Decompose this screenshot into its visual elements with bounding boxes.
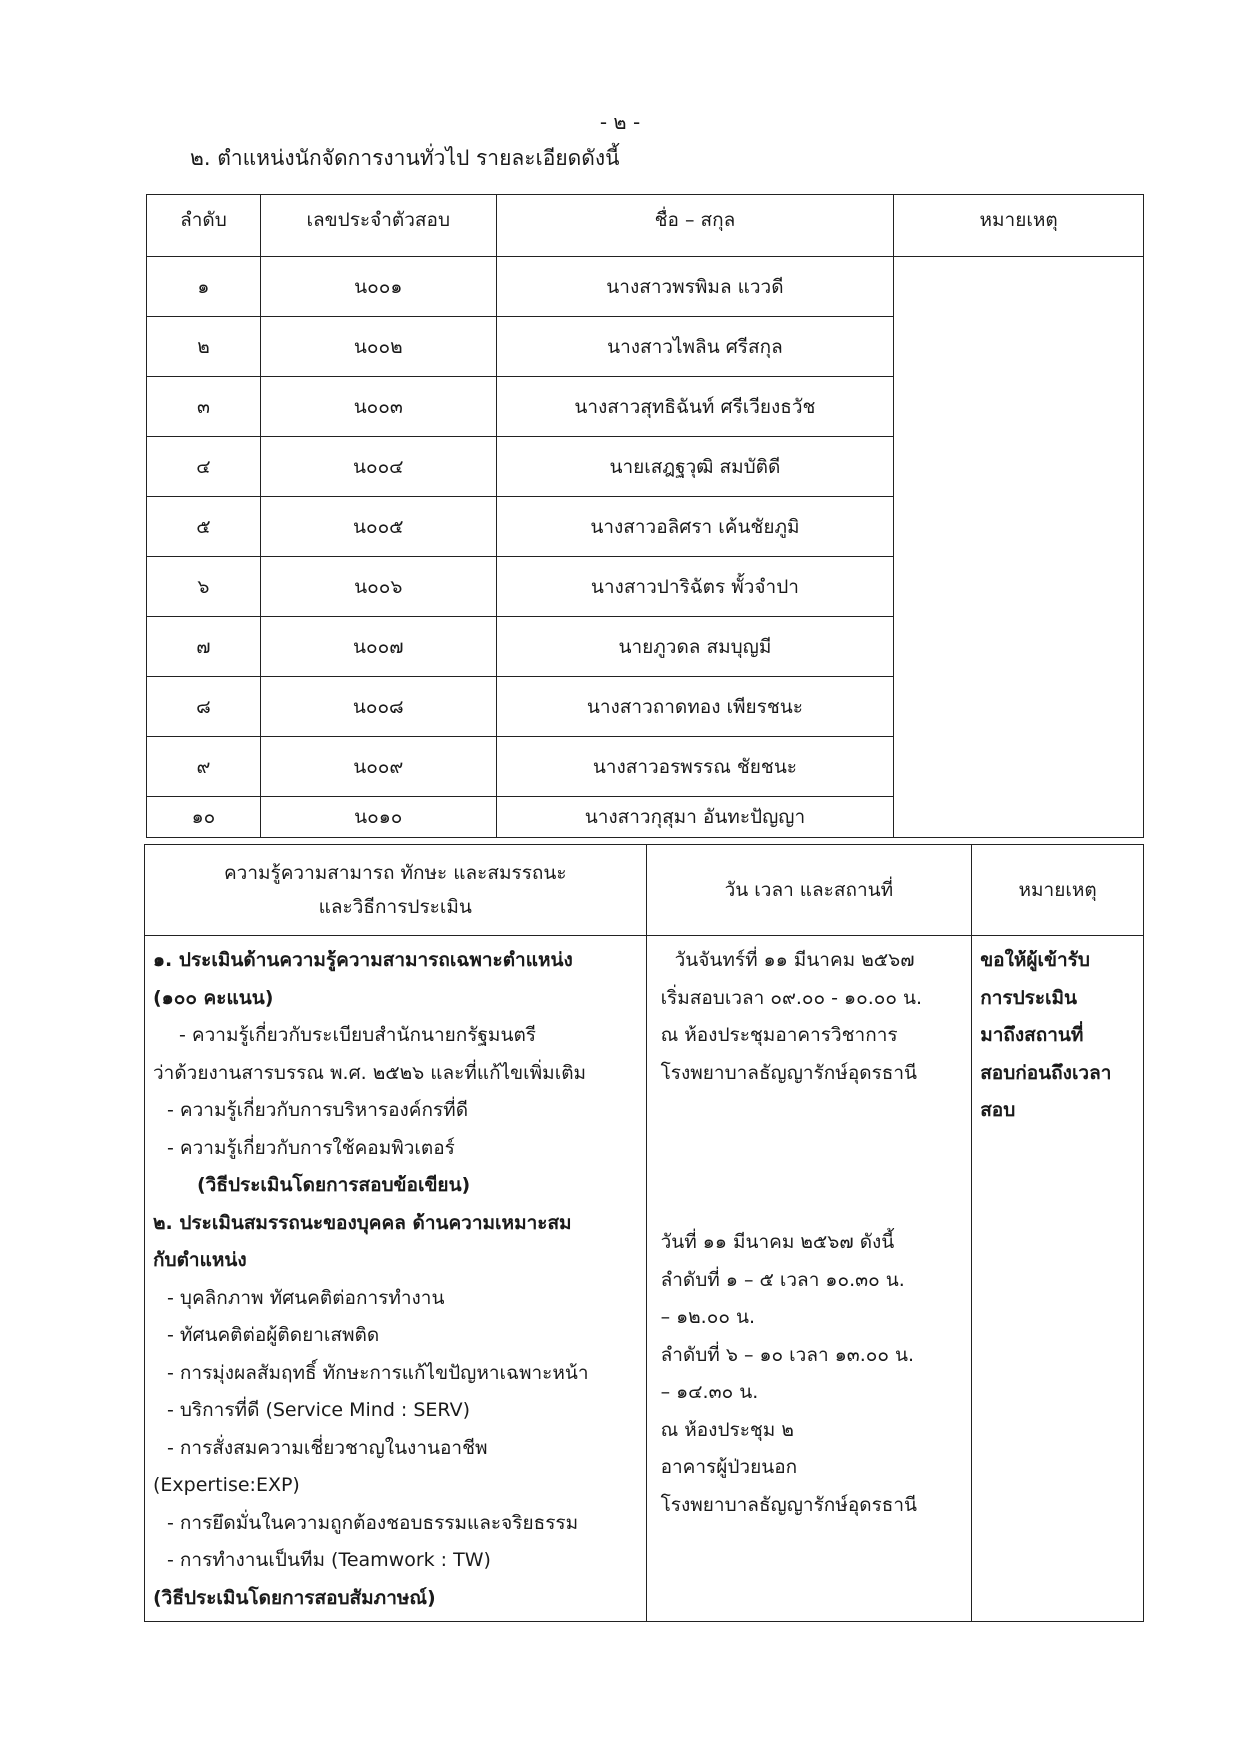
assessment-table — [144, 844, 1144, 1622]
remark-cell — [972, 936, 1144, 1622]
cell-exam-id: น๐๐๖ — [260, 557, 496, 617]
schedule1-hospital: โรงพยาบาลธัญญารักษ์อุดรธานี — [660, 1061, 918, 1084]
schedule2-slot1-end: – ๑๒.๐๐ น. — [660, 1306, 755, 1328]
section1-item: - ความรู้เกี่ยวกับการใช้คอมพิวเตอร์ — [167, 1136, 455, 1159]
section2-title: ๒. ประเมินสมรรถนะของบุคคล ด้านความเหมาะสม — [153, 1211, 572, 1234]
section1-title: ๑. ประเมินด้านความรู้ความสามารถเฉพาะตำแหน่ง — [153, 949, 573, 971]
assessment-table-header — [145, 845, 1144, 936]
schedule1-time: เริ่มสอบเวลา ๐๙.๐๐ - ๑๐.๐๐ น. — [660, 986, 923, 1009]
schedule1-date: วันจันทร์ที่ ๑๑ มีนาคม ๒๕๖๗ — [674, 949, 915, 971]
cell-exam-id: น๐๑๐ — [260, 797, 496, 838]
cell-full-name: นายภูวดล สมบุญมี — [496, 617, 894, 677]
section2-item: - การทำงานเป็นทีม (Teamwork : TW) — [167, 1549, 491, 1571]
cell-full-name: นางสาวถาดทอง เพียรชนะ — [496, 677, 894, 737]
section2-item: - บริการที่ดี (Service Mind : SERV) — [167, 1399, 471, 1421]
cell-order: ๕ — [147, 497, 261, 557]
cell-exam-id: น๐๐๔ — [260, 437, 496, 497]
candidate-table — [146, 194, 1144, 838]
assessment-row — [145, 936, 1144, 1622]
cell-full-name: นางสาวสุทธิฉันท์ ศรีเวียงธวัช — [496, 377, 894, 437]
cell-order: ๘ — [147, 677, 261, 737]
cell-order: ๗ — [147, 617, 261, 677]
schedule1-room: ณ ห้องประชุมอาคารวิชาการ — [660, 1024, 898, 1046]
cell-full-name: นางสาวพรพิมล แววดี — [496, 257, 894, 317]
page-number: - ๒ - — [599, 110, 641, 134]
cell-full-name: นางสาวไพลิน ศรีสกุล — [496, 317, 894, 377]
cell-order: ๑ — [147, 257, 261, 317]
cell-exam-id: น๐๐๘ — [260, 677, 496, 737]
cell-order: ๙ — [147, 737, 261, 797]
schedule2-room: ณ ห้องประชุม ๒ — [660, 1418, 794, 1441]
schedule2-slot2-end: – ๑๔.๓๐ น. — [660, 1381, 759, 1403]
section2-item: - การมุ่งผลสัมฤทธิ์ ทักษะการแก้ไขปัญหาเฉพาะหน้า — [167, 1361, 589, 1384]
section2-item: - การยึดมั่นในความถูกต้องชอบธรรมและจริยธรรม — [167, 1511, 579, 1534]
remark-line: สอบก่อนถึงเวลา — [980, 1061, 1112, 1084]
header-competency — [145, 845, 647, 936]
cell-full-name: นางสาวปาริฉัตร พั้วจำปา — [496, 557, 894, 617]
remark-line: สอบ — [980, 1099, 1016, 1121]
section-heading: ๒. ตำแหน่งนักจัดการงานทั่วไป รายละเอียดดังนี้ — [190, 146, 620, 170]
cell-exam-id: น๐๐๙ — [260, 737, 496, 797]
cell-exam-id: น๐๐๓ — [260, 377, 496, 437]
remark-line: การประเมิน — [980, 986, 1078, 1009]
cell-exam-id: น๐๐๒ — [260, 317, 496, 377]
header-remark: หมายเหตุ — [894, 195, 1144, 257]
cell-order: ๑๐ — [147, 797, 261, 838]
table-row — [147, 257, 1144, 317]
remark-line: มาถึงสถานที่ — [980, 1024, 1084, 1046]
schedule2-slot2: ลำดับที่ ๖ – ๑๐ เวลา ๑๓.๐๐ น. — [660, 1343, 915, 1366]
cell-full-name: นายเสฎฐวุฒิ สมบัติดี — [496, 437, 894, 497]
remark-line: ขอให้ผู้เข้ารับ — [980, 949, 1090, 971]
cell-order: ๓ — [147, 377, 261, 437]
cell-order: ๔ — [147, 437, 261, 497]
section1-item: - ความรู้เกี่ยวกับการบริหารองค์กรที่ดี — [167, 1099, 469, 1121]
cell-full-name: นางสาวอรพรรณ ชัยชนะ — [496, 737, 894, 797]
cell-order: ๒ — [147, 317, 261, 377]
header-competency-line2: และวิธีการประเมิน — [318, 896, 472, 918]
section2-item: - บุคลิกภาพ ทัศนคติต่อการทำงาน — [167, 1286, 445, 1309]
cell-order: ๖ — [147, 557, 261, 617]
section1-score: (๑๐๐ คะแนน) — [153, 986, 274, 1009]
cell-full-name: นางสาวอลิศรา เค้นชัยภูมิ — [496, 497, 894, 557]
section2-method: (วิธีประเมินโดยการสอบสัมภาษณ์) — [153, 1586, 436, 1609]
section2-item: - ทัศนคติต่อผู้ติดยาเสพติด — [167, 1324, 380, 1346]
section1-item: - ความรู้เกี่ยวกับระเบียบสำนักนายกรัฐมนตรี — [179, 1024, 536, 1046]
section1-method: (วิธีประเมินโดยการสอบข้อเขียน) — [197, 1174, 471, 1196]
header-full-name: ชื่อ – สกุล — [496, 195, 894, 257]
cell-remark — [894, 257, 1144, 838]
candidate-table-header — [147, 195, 1144, 257]
schedule2-hospital: โรงพยาบาลธัญญารักษ์อุดรธานี — [660, 1493, 918, 1516]
cell-full-name: นางสาวกุสุมา อันทะปัญญา — [496, 797, 894, 838]
section1-item-cont: ว่าด้วยงานสารบรรณ พ.ศ. ๒๕๒๖ และที่แก้ไขเพิ่มเติม — [153, 1061, 587, 1084]
schedule2-slot1: ลำดับที่ ๑ – ๕ เวลา ๑๐.๓๐ น. — [660, 1268, 905, 1291]
schedule2-date: วันที่ ๑๑ มีนาคม ๒๕๖๗ ดังนี้ — [660, 1231, 895, 1253]
cell-exam-id: น๐๐๕ — [260, 497, 496, 557]
header-exam-id: เลขประจำตัวสอบ — [260, 195, 496, 257]
cell-exam-id: น๐๐๑ — [260, 257, 496, 317]
section2-item: - การสั่งสมความเชี่ยวชาญในงานอาชีพ — [167, 1436, 488, 1459]
header-competency-line1: ความรู้ความสามารถ ทักษะ และสมรรถนะ — [223, 862, 567, 884]
cell-exam-id: น๐๐๗ — [260, 617, 496, 677]
date-time-place-cell — [646, 936, 972, 1622]
section2-item-cont: (Expertise:EXP) — [153, 1474, 300, 1496]
section2-title-cont: กับตำแหน่ง — [153, 1249, 247, 1271]
header-remark: หมายเหตุ — [972, 845, 1144, 936]
header-order: ลำดับ — [147, 195, 261, 257]
header-date-time-place: วัน เวลา และสถานที่ — [646, 845, 972, 936]
schedule2-building: อาคารผู้ป่วยนอก — [660, 1456, 798, 1478]
competency-cell — [145, 936, 647, 1622]
spacer — [661, 1092, 966, 1224]
